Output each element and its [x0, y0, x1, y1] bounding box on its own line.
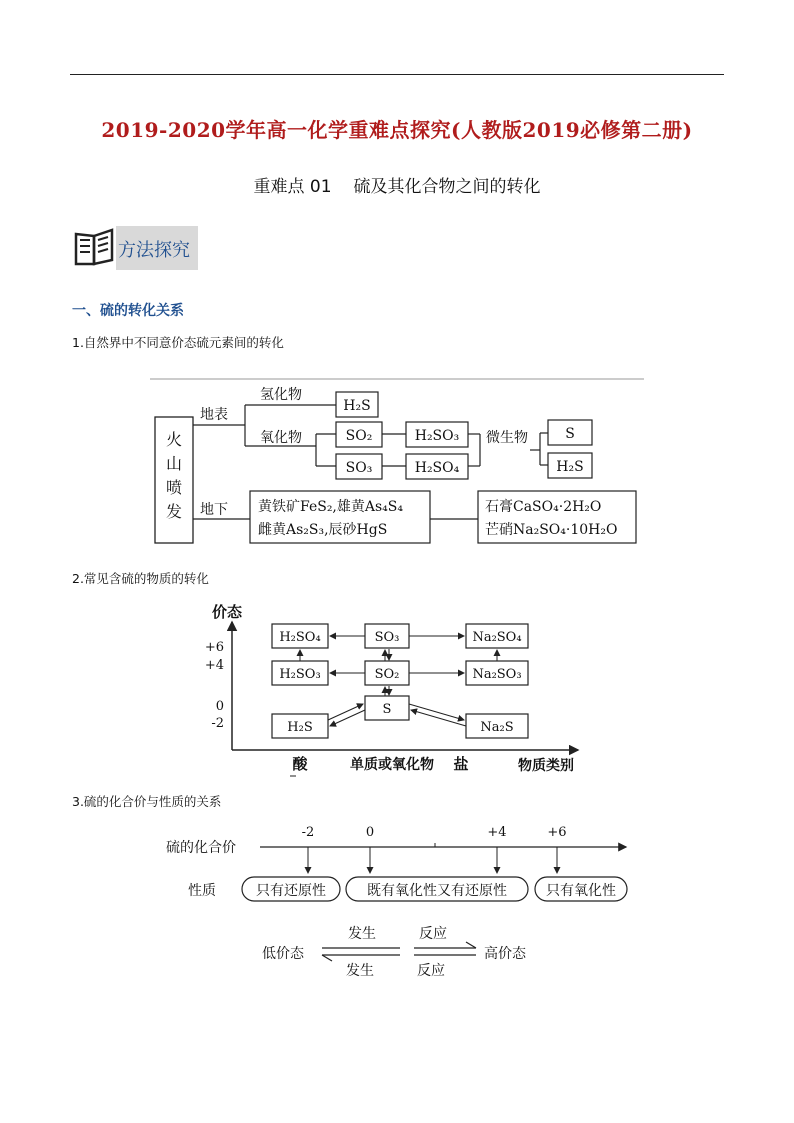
underground-label: 地下	[200, 502, 228, 518]
valence-plus4: +4	[487, 825, 507, 840]
surface-label: 地表	[200, 407, 228, 423]
so3-label: SO₃	[345, 460, 373, 476]
prop-both-label: 既有氧化性又有还原性	[367, 883, 507, 899]
y-tick-0: 0	[215, 699, 224, 714]
high-state-label: 高价态	[484, 946, 526, 962]
x-cat-salt: 盐	[453, 755, 469, 773]
item-1-title: 1.自然界中不同意价态硫元素间的转化	[72, 335, 284, 350]
volcano-char-4: 发	[165, 502, 183, 521]
y-axis-label: 价态	[212, 603, 243, 621]
valence-axis-label: 硫的化合价	[166, 840, 236, 856]
node-h2so4-label: H₂SO₄	[279, 630, 321, 645]
s-label: S	[565, 426, 575, 442]
valence-minus2: -2	[301, 825, 315, 840]
volcano-char-1: 火	[165, 430, 183, 449]
x-cat-acid: 酸	[292, 755, 308, 773]
h2s-label-2: H₂S	[556, 459, 584, 475]
low-state-label: 低价态	[262, 946, 304, 962]
node-so3-label: SO₃	[374, 630, 400, 645]
banner-label: 方法探究	[118, 240, 190, 261]
prop-oxidizing-only-label: 只有氧化性	[546, 883, 616, 899]
microbe-label: 微生物	[486, 430, 528, 446]
node-na2so3-label: Na₂SO₃	[472, 667, 522, 682]
section-heading: 一、硫的转化关系	[72, 303, 184, 319]
page-title: 2019-2020学年高一化学重难点探究(人教版2019必修第二册)	[101, 118, 693, 142]
node-s-label: S	[382, 702, 392, 717]
volcano-char-2: 山	[165, 454, 183, 473]
volcano-char-3: 喷	[165, 478, 183, 497]
y-tick-plus4: +4	[204, 658, 224, 673]
valence-0: 0	[365, 825, 375, 840]
y-tick-minus2: -2	[211, 716, 224, 731]
oxide-label: 氧化物	[260, 430, 302, 446]
minerals-line-2: 雌黄As₂S₃,辰砂HgS	[258, 522, 388, 538]
node-so2-label: SO₂	[374, 667, 400, 682]
h2s-label: H₂S	[343, 398, 371, 414]
property-label: 性质	[188, 883, 216, 899]
valence-plus6: +6	[547, 825, 567, 840]
prop-reducing-only-label: 只有还原性	[256, 883, 326, 899]
bottom-left-label: 发生	[346, 963, 374, 979]
top-right-label: 反应	[419, 926, 447, 942]
h2so3-label: H₂SO₃	[414, 428, 460, 444]
node-na2s-label: Na₂S	[480, 720, 514, 735]
minerals-line-1: 黄铁矿FeS₂,雄黄As₄S₄	[258, 499, 403, 515]
salts-line-2: 芒硝Na₂SO₄·10H₂O	[485, 522, 618, 538]
hydride-label: 氢化物	[260, 387, 302, 403]
salts-line-1: 石膏CaSO₄·2H₂O	[485, 499, 602, 515]
subtitle-code: 重难点 01	[253, 177, 332, 197]
node-na2so4-label: Na₂SO₄	[472, 630, 522, 645]
x-cat-element-oxide: 单质或氧化物	[350, 757, 434, 773]
h2so4-label: H₂SO₄	[414, 460, 460, 476]
item-3-title: 3.硫的化合价与性质的关系	[72, 794, 222, 809]
node-h2so3-label: H₂SO₃	[279, 667, 321, 682]
bottom-right-label: 反应	[417, 963, 445, 979]
y-tick-plus6: +6	[204, 640, 224, 655]
node-h2s-label: H₂S	[287, 720, 313, 735]
item-2-title: 2.常见含硫的物质的转化	[72, 571, 209, 586]
subtitle-text: 硫及其化合物之间的转化	[353, 177, 541, 197]
so2-label: SO₂	[345, 428, 373, 444]
x-axis-label: 物质类别	[518, 758, 574, 774]
top-left-label: 发生	[348, 926, 376, 942]
